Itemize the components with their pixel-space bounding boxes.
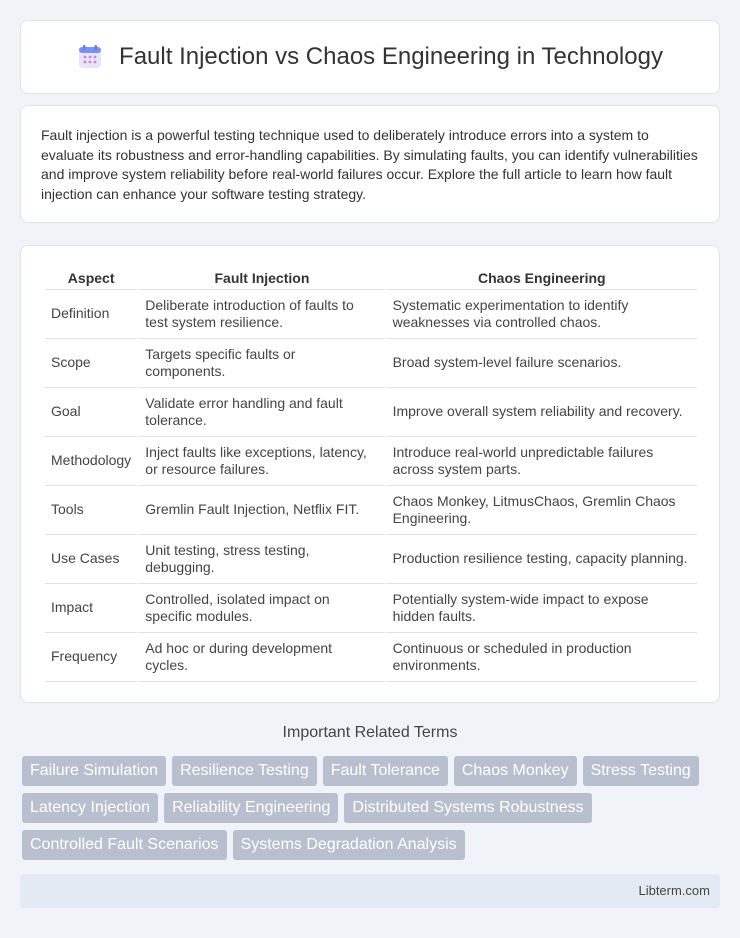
table-row [45, 339, 697, 388]
header-fault-injection: Fault Injection [139, 266, 384, 290]
comparison-card [20, 245, 720, 703]
cell-fault-injection: Unit testing, stress testing, debugging. [139, 535, 384, 584]
table-row [45, 388, 697, 437]
related-term-tag[interactable]: Systems Degradation Analysis [233, 830, 465, 860]
footer-site-link[interactable]: Libterm.com [638, 883, 710, 898]
table-row [45, 486, 697, 535]
related-term-tag[interactable]: Stress Testing [583, 756, 699, 786]
cell-fault-injection: Gremlin Fault Injection, Netflix FIT. [139, 486, 384, 535]
cell-aspect: Frequency [45, 633, 137, 682]
header-aspect: Aspect [45, 266, 137, 290]
page-title: Fault Injection vs Chaos Engineering in Technology [119, 43, 663, 70]
related-terms-title: Important Related Terms [282, 724, 458, 741]
cell-aspect: Goal [45, 388, 137, 437]
footer [20, 874, 720, 908]
table-header-row [45, 266, 697, 290]
calendar-icon [77, 44, 103, 70]
related-term-tag[interactable]: Distributed Systems Robustness [344, 793, 591, 823]
cell-fault-injection: Ad hoc or during development cycles. [139, 633, 384, 682]
table-row [45, 584, 697, 633]
comparison-table [43, 266, 699, 682]
cell-chaos-engineering: Systematic experimentation to identify weaknesses via controlled chaos. [387, 290, 697, 339]
cell-aspect: Impact [45, 584, 137, 633]
cell-aspect: Methodology [45, 437, 137, 486]
related-term-tag[interactable]: Fault Tolerance [323, 756, 448, 786]
related-terms-list [22, 756, 722, 867]
cell-fault-injection: Inject faults like exceptions, latency, or resource failures. [139, 437, 384, 486]
header-chaos-engineering: Chaos Engineering [387, 266, 697, 290]
cell-aspect: Use Cases [45, 535, 137, 584]
table-row [45, 535, 697, 584]
cell-fault-injection: Controlled, isolated impact on specific modules. [139, 584, 384, 633]
cell-fault-injection: Deliberate introduction of faults to test system resilience. [139, 290, 384, 339]
related-term-tag[interactable]: Reliability Engineering [164, 793, 338, 823]
cell-chaos-engineering: Continuous or scheduled in production environments. [387, 633, 697, 682]
cell-chaos-engineering: Broad system-level failure scenarios. [387, 339, 697, 388]
cell-fault-injection: Targets specific faults or components. [139, 339, 384, 388]
intro-text: Fault injection is a powerful testing technique used to deliberately introduce errors into a system to evaluate its robustness and error-handling capabilities. By simulating faults, you can identify vulnerabilities and improve system reliability before real-world failures occur. Explore the full article to learn how fault injection can enhance your software testing strategy. [41, 127, 698, 202]
cell-aspect: Definition [45, 290, 137, 339]
table-row [45, 290, 697, 339]
related-term-tag[interactable]: Latency Injection [22, 793, 158, 823]
cell-chaos-engineering: Introduce real-world unpredictable failures across system parts. [387, 437, 697, 486]
table-row [45, 437, 697, 486]
table-row [45, 633, 697, 682]
related-term-tag[interactable]: Controlled Fault Scenarios [22, 830, 227, 860]
cell-chaos-engineering: Production resilience testing, capacity planning. [387, 535, 697, 584]
intro-card [20, 105, 720, 223]
cell-fault-injection: Validate error handling and fault tolerance. [139, 388, 384, 437]
related-term-tag[interactable]: Chaos Monkey [454, 756, 577, 786]
related-term-tag[interactable]: Resilience Testing [172, 756, 317, 786]
cell-aspect: Tools [45, 486, 137, 535]
related-term-tag[interactable]: Failure Simulation [22, 756, 166, 786]
cell-chaos-engineering: Improve overall system reliability and recovery. [387, 388, 697, 437]
title-card [20, 20, 720, 94]
cell-chaos-engineering: Chaos Monkey, LitmusChaos, Gremlin Chaos Engineering. [387, 486, 697, 535]
cell-chaos-engineering: Potentially system-wide impact to expose hidden faults. [387, 584, 697, 633]
cell-aspect: Scope [45, 339, 137, 388]
